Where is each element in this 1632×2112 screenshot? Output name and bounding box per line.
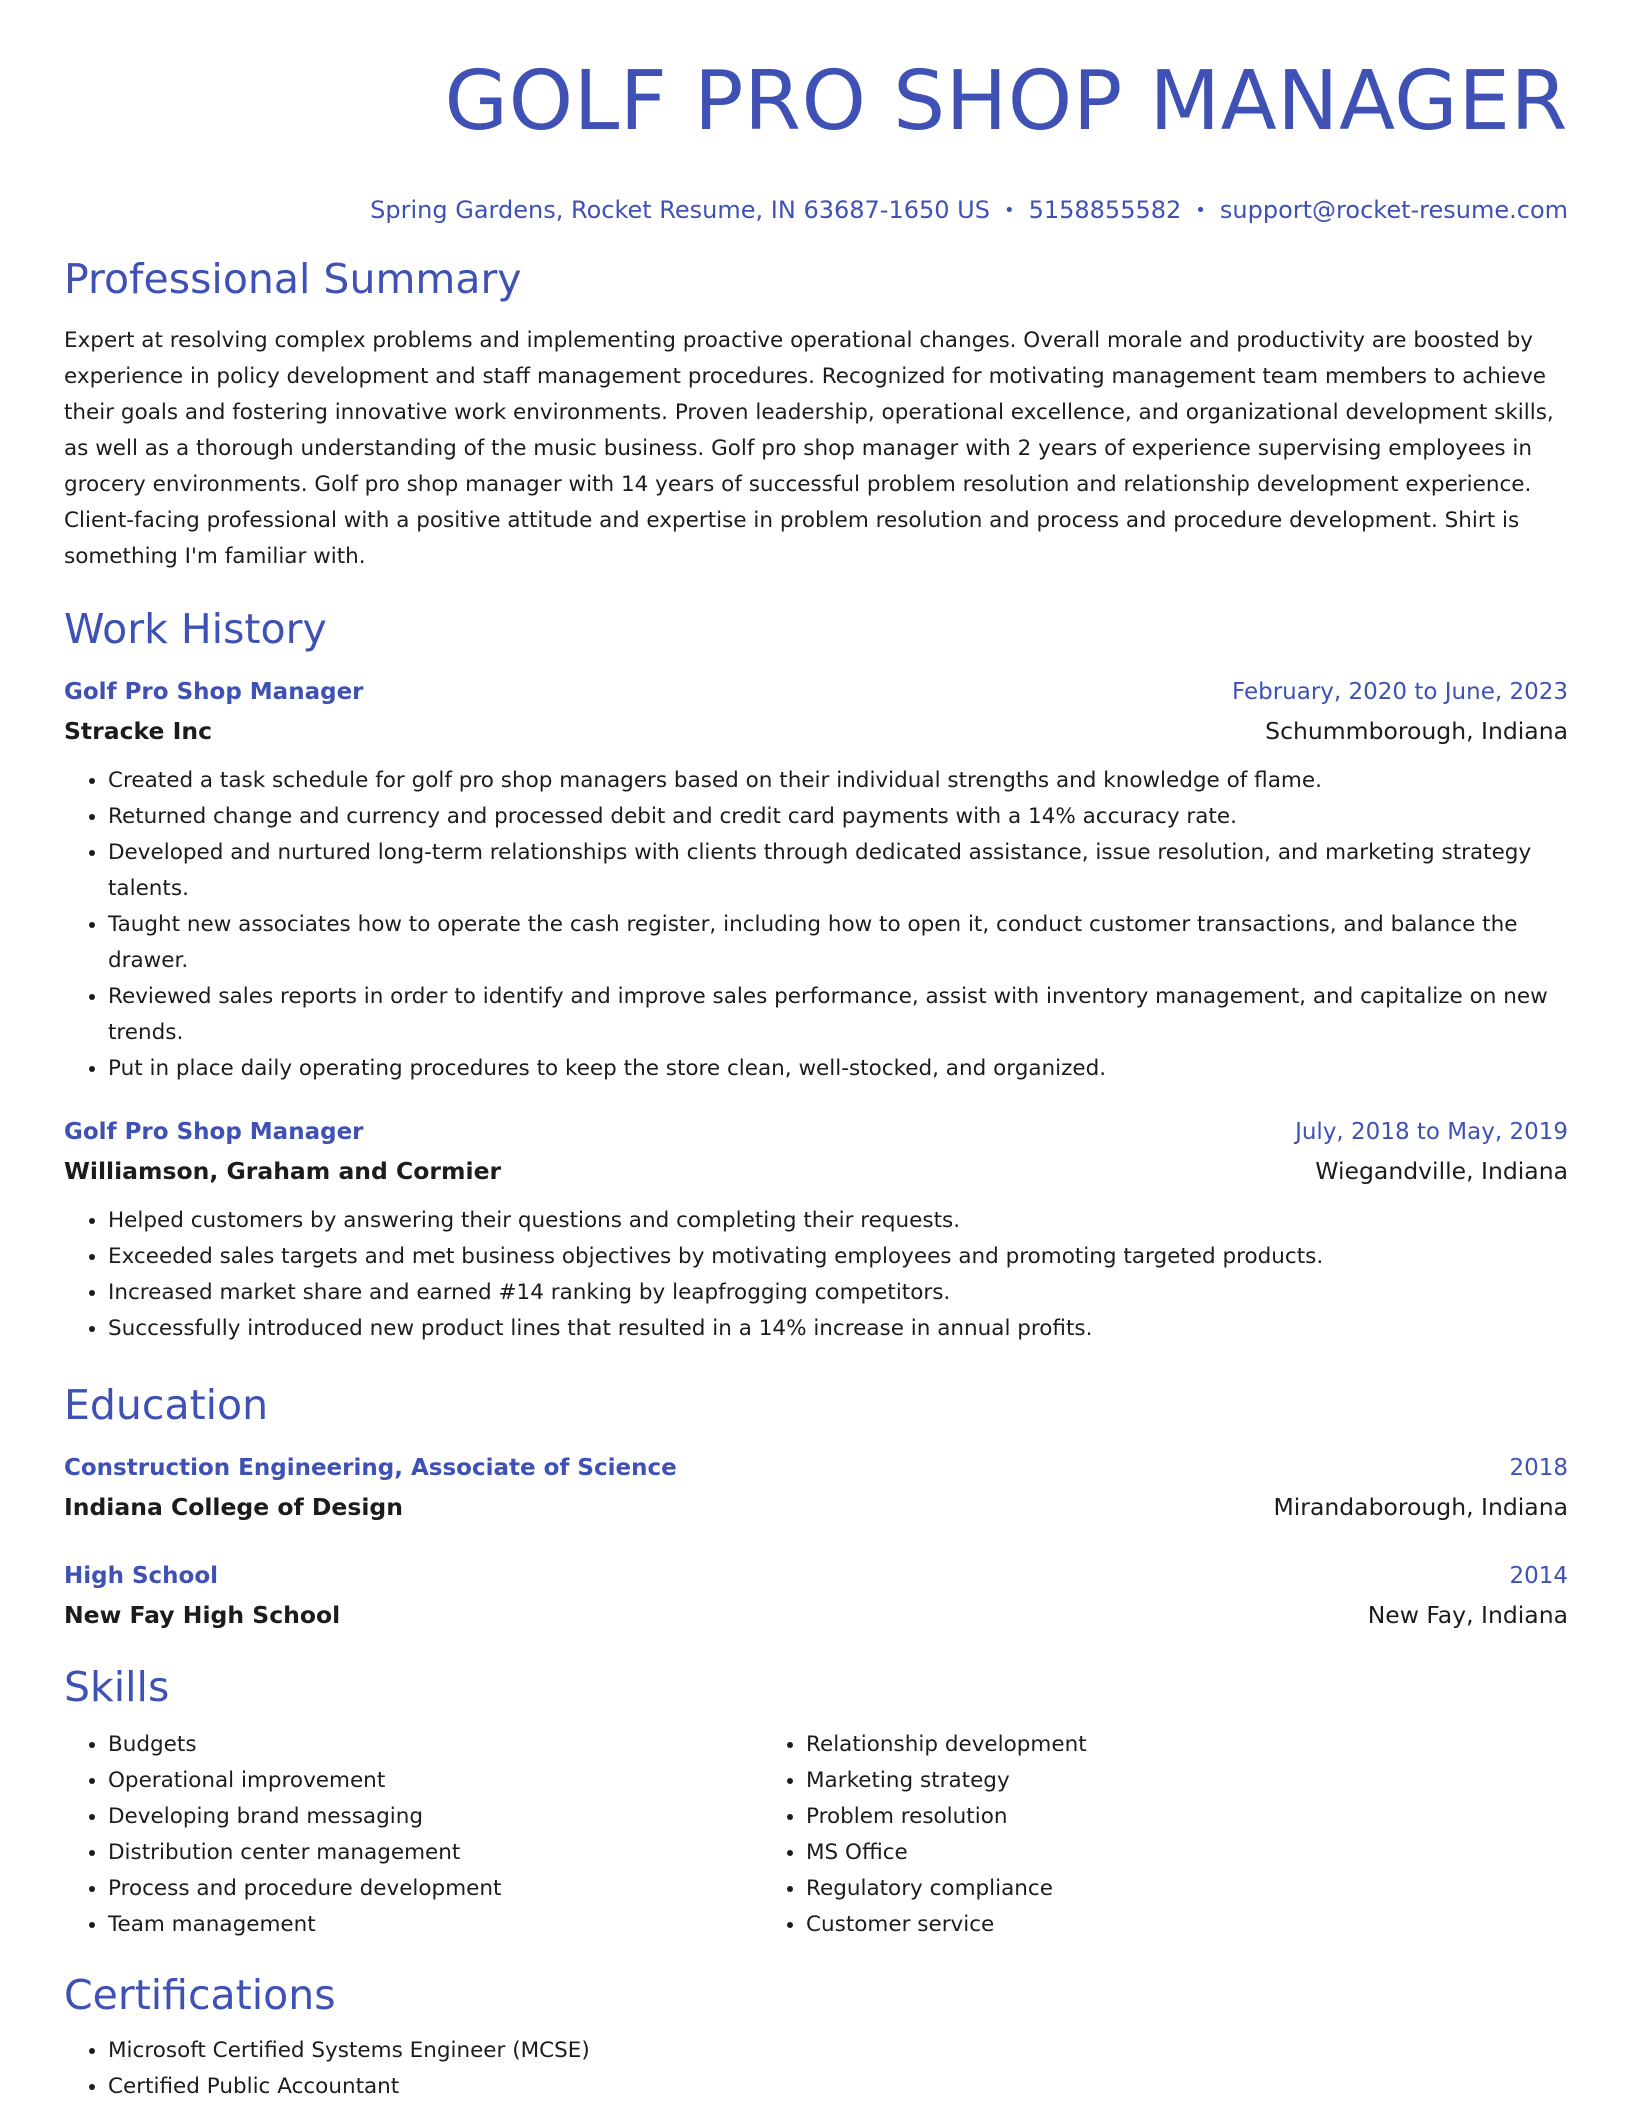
job-dates: February, 2020 to June, 2023 — [1231, 679, 1568, 705]
summary-text: Expert at resolving complex problems and implementing proactive operational changes. Overall morale and productivity are boosted by experience in policy development and staff management procedures. Recognized for motivating management team members to achieve their goals and fostering innovative work environments. Proven leadership, operational excellence, and organizational development skills, as well as a thorough understanding of the music business. Golf pro shop manager with 2 years of experience supervising employees in grocery environments. Golf pro shop manager with 14 years of successful problem resolution and relationship development experience. Client-facing professional with a positive attitude and expertise in problem resolution and process and procedure development. Shirt is something I'm familiar with. — [64, 328, 1554, 569]
education-school: Indiana College of Design — [64, 1493, 403, 1521]
skill-item: • Customer service — [806, 1907, 1504, 1943]
job-bullet: • Taught new associates how to operate the cash register, including how to open it, conduct customer transactions, and balance the drawer. — [108, 907, 1568, 979]
job-bullet: • Increased market share and earned #14 ranking by leapfrogging competitors. — [108, 1275, 1568, 1311]
education-entry — [64, 1557, 1568, 1635]
education-location: Mirandaborough, Indiana — [1273, 1493, 1568, 1521]
job-company: Stracke Inc — [64, 717, 213, 745]
job-bullet: • Created a task schedule for golf pro shop managers based on their individual strengths and knowledge of flame. — [108, 763, 1568, 799]
skill-item: • Operational improvement — [108, 1763, 762, 1799]
skill-item: • Problem resolution — [806, 1799, 1504, 1835]
education-year: 2014 — [1509, 1563, 1568, 1589]
contact-address: Spring Gardens, Rocket Resume, IN 63687-1650 US — [370, 196, 990, 224]
contact-separator: • — [1003, 200, 1015, 221]
summary-heading: Professional Summary — [64, 255, 522, 303]
skills-grid — [64, 1727, 1568, 1943]
certification-item: • Certified Public Accountant — [108, 2069, 1568, 2105]
skill-item: • Process and procedure development — [108, 1871, 762, 1907]
job-location: Schummborough, Indiana — [1265, 717, 1568, 745]
job-title-row — [64, 673, 1568, 711]
contact-email[interactable]: support@rocket-resume.com — [1219, 196, 1568, 224]
skill-item: • Team management — [108, 1907, 762, 1943]
job-title-row — [64, 1113, 1568, 1151]
contact-phone[interactable]: 5158855582 — [1028, 196, 1182, 224]
skills-heading: Skills — [64, 1663, 170, 1711]
job-bullet: • Returned change and currency and processed debit and credit card payments with a 14% accuracy rate. — [108, 799, 1568, 835]
job-bullet: • Reviewed sales reports in order to identify and improve sales performance, assist with inventory management, and capitalize on new trends. — [108, 979, 1568, 1051]
education-year: 2018 — [1509, 1455, 1568, 1481]
education-school-row — [64, 1595, 1568, 1635]
job-bullets — [64, 1203, 1568, 1347]
education-school-row — [64, 1487, 1568, 1527]
job-bullet: • Put in place daily operating procedures to keep the store clean, well-stocked, and organized. — [108, 1051, 1568, 1087]
job-bullet: • Helped customers by answering their questions and completing their requests. — [108, 1203, 1568, 1239]
skill-item: • MS Office — [806, 1835, 1504, 1871]
education-degree-row — [64, 1557, 1568, 1595]
education-degree: Construction Engineering, Associate of Science — [64, 1455, 677, 1481]
job-location: Wiegandville, Indiana — [1315, 1157, 1568, 1185]
job-company-row — [64, 711, 1568, 751]
job-role: Golf Pro Shop Manager — [64, 1119, 364, 1145]
education-heading: Education — [64, 1381, 269, 1429]
skills-column-left — [64, 1727, 762, 1943]
education-degree-row — [64, 1449, 1568, 1487]
certification-item: • Microsoft Certified Systems Engineer (MCSE) — [108, 2033, 1568, 2069]
resume-header — [64, 0, 1568, 227]
skill-item: • Distribution center management — [108, 1835, 762, 1871]
job-bullet: • Developed and nurtured long-term relationships with clients through dedicated assistance, issue resolution, and marketing strategy talents. — [108, 835, 1568, 907]
job-entry — [64, 1113, 1568, 1347]
job-bullet: • Successfully introduced new product lines that resulted in a 14% increase in annual profits. — [108, 1311, 1568, 1347]
certifications-heading: Certifications — [64, 1971, 336, 2019]
contact-line — [64, 194, 1568, 227]
certifications-list — [64, 2033, 1568, 2105]
contact-separator: • — [1195, 200, 1206, 221]
education-degree: High School — [64, 1563, 219, 1589]
job-role: Golf Pro Shop Manager — [64, 679, 364, 705]
skills-column-right — [762, 1727, 1504, 1943]
job-entry — [64, 673, 1568, 1087]
job-company-row — [64, 1151, 1568, 1191]
skill-item: • Relationship development — [806, 1727, 1504, 1763]
education-school: New Fay High School — [64, 1601, 341, 1629]
skill-item: • Budgets — [108, 1727, 762, 1763]
skill-item: • Marketing strategy — [806, 1763, 1504, 1799]
education-entry — [64, 1449, 1568, 1527]
skill-item: • Regulatory compliance — [806, 1871, 1504, 1907]
resume-name: GOLF PRO SHOP MANAGER — [444, 54, 1568, 149]
job-bullet: • Exceeded sales targets and met business objectives by motivating employees and promoting targeted products. — [108, 1239, 1568, 1275]
education-location: New Fay, Indiana — [1367, 1601, 1568, 1629]
skill-item: • Developing brand messaging — [108, 1799, 762, 1835]
work-history-heading: Work History — [64, 605, 327, 653]
job-bullets — [64, 763, 1568, 1087]
job-company: Williamson, Graham and Cormier — [64, 1157, 502, 1185]
job-dates: July, 2018 to May, 2019 — [1295, 1119, 1568, 1145]
